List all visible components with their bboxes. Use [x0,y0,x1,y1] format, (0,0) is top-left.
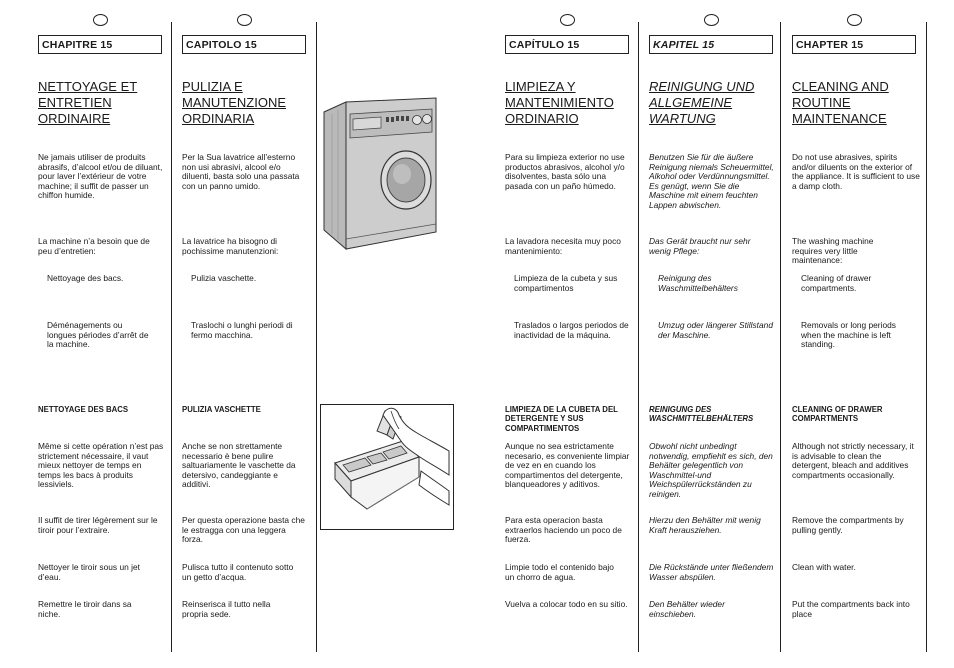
section-title: LIMPIEZA Y MANTENIMIENTO ORDINARIO [505,79,614,126]
maintenance-need-text: Das Gerät braucht nur sehr wenig Pflege: [649,236,751,256]
drawer-paragraph-4: Put the compartments back into place [792,599,910,619]
drawer-paragraph-1: Aunque no sea estrictamente necesario, es conveniente limpiar de vez en en cuando los compartimentos del detergente, blanqueadores y aditivos. [505,441,630,490]
chapter-label: CHAPITRE 15 [38,35,162,54]
column-german [649,0,777,668]
chapter-label: KAPITEL 15 [649,35,773,54]
intro-text: Benutzen Sie für die äußere Reinigung niemals Scheuermittel, Alkohol oder Verdünnungsmittel. Es genügt, wenn Sie die Maschine mit einem feuchten Lappen abwischen. [649,152,774,210]
language-marker-circle [847,14,862,26]
language-marker-circle [93,14,108,26]
drawer-paragraph-4: Den Behälter wieder einschieben. [649,599,725,619]
column-spanish [505,0,633,668]
subsection-heading: PULIZIA VASCHETTE [182,405,261,414]
drawer-paragraph-3: Limpie todo el contenido bajo un chorro de agua. [505,562,614,582]
drawer-paragraph-1: Although not strictly necessary, it is advisable to clean the detergent, bleach and additives compartments occasionally. [792,441,914,480]
section-title: CLEANING AND ROUTINE MAINTENANCE [792,79,889,126]
column-divider [926,22,927,652]
language-marker-circle [560,14,575,26]
maintenance-item-1: Pulizia vaschette. [191,273,257,283]
section-title: REINIGUNG UND ALLGEMEINE WARTUNG [649,79,755,126]
drawer-paragraph-2: Para esta operacion basta extraerlos haciendo un poco de fuerza. [505,515,622,545]
subsection-heading: NETTOYAGE DES BACS [38,405,129,414]
language-marker-circle [237,14,252,26]
intro-text: Per la Sua lavatrice all’esterno non usi abrasivi, alcool e/o diluenti, basta solo una passata con un panno umido. [182,152,300,191]
maintenance-need-text: La lavatrice ha bisogno di pochissime manutenzioni: [182,236,279,256]
maintenance-item-2: Déménagements ou longues périodes d’arrêt de la machine. [47,320,149,350]
maintenance-need-text: La machine n’a besoin que de peu d’entretien: [38,236,150,256]
column-divider [780,22,781,652]
column-divider [171,22,172,652]
chapter-label: CAPITOLO 15 [182,35,306,54]
intro-text: Para su limpieza exterior no use productos abrasivos, alcohol y/o disolventes, basta sólo una pasada con un paño húmedo. [505,152,625,191]
drawer-paragraph-4: Reinserisca il tutto nella propria sede. [182,599,271,619]
maintenance-item-1: Cleaning of drawer compartments. [801,273,872,293]
drawer-paragraph-2: Hierzu den Behälter mit wenig Kraft herausziehen. [649,515,761,535]
column-italian [182,0,310,668]
subsection-heading: CLEANING OF DRAWER COMPARTMENTS [792,405,883,424]
column-english [792,0,920,668]
drawer-paragraph-3: Die Rückstände unter fließendem Wasser abspülen. [649,562,774,582]
intro-text: Do not use abrasives, spirits and/or diluents on the exterior of the appliance. It is sufficient to use a damp cloth. [792,152,920,191]
drawer-removal-illustration [320,404,454,530]
maintenance-item-1: Reinigung des Waschmittelbehälters [658,273,738,293]
intro-text: Ne jamais utiliser de produits abrasifs, d’alcool et/ou de diluant, pour laver l’extérieur de votre machine; il suffit de passer un chiffon humide. [38,152,163,201]
drawer-paragraph-3: Clean with water. [792,562,856,572]
drawer-paragraph-1: Anche se non strettamente necessario è bene pulire saltuariamente le vaschette da detersivo, candeggiante e additivi. [182,441,296,490]
section-title: NETTOYAGE ET ENTRETIEN ORDINAIRE [38,79,138,126]
maintenance-need-text: La lavadora necesita muy poco mantenimiento: [505,236,621,256]
drawer-paragraph-3: Pulisca tutto il contenuto sotto un getto d’acqua. [182,562,294,582]
drawer-paragraph-3: Nettoyer le tiroir sous un jet d’eau. [38,562,140,582]
maintenance-item-2: Traslochi o lunghi periodi di fermo macchina. [191,320,293,340]
drawer-paragraph-2: Il suffit de tirer légèrement sur le tiroir pour l’extraire. [38,515,158,535]
subsection-heading: LIMPIEZA DE LA CUBETA DEL DETERGENTE Y SUS COMPARTIMENTOS [505,405,618,433]
maintenance-need-text: The washing machine requires very little maintenance: [792,236,874,266]
washing-machine-illustration [318,94,442,260]
maintenance-item-2: Umzug oder längerer Stillstand der Maschine. [658,320,773,340]
drawer-paragraph-1: Même si cette opération n’est pas strictement nécessaire, il vaut mieux nettoyer de temps en temps les bacs à produits lessiviels. [38,441,164,490]
maintenance-item-1: Nettoyage des bacs. [47,273,124,283]
chapter-label: CAPÍTULO 15 [505,35,629,54]
maintenance-item-2: Traslados o largos periodos de inactividad de la máquina. [514,320,629,340]
drawer-paragraph-4: Remettre le tiroir dans sa niche. [38,599,132,619]
subsection-heading: REINIGUNG DES WASCHMITTELBEHÄLTERS [649,405,754,424]
drawer-paragraph-2: Per questa operazione basta che le estragga con una leggera forza. [182,515,305,545]
drawer-paragraph-1: Obwohl nicht unbedingt notwendig, empfiehlt es sich, den Behälter gelegentlich von Waschmittel-und Weichspülerrückständen zu reinigen. [649,441,773,499]
column-divider [638,22,639,652]
chapter-label: CHAPTER 15 [792,35,916,54]
column-french [38,0,166,668]
maintenance-item-1: Limpieza de la cubeta y sus compartimentos [514,273,618,293]
section-title: PULIZIA E MANUTENZIONE ORDINARIA [182,79,286,126]
language-marker-circle [704,14,719,26]
column-divider [316,22,317,652]
maintenance-item-2: Removals or long periods when the machine is left standing. [801,320,896,350]
drawer-paragraph-2: Remove the compartments by pulling gently. [792,515,904,535]
drawer-paragraph-4: Vuelva a colocar todo en su sitio. [505,599,628,609]
